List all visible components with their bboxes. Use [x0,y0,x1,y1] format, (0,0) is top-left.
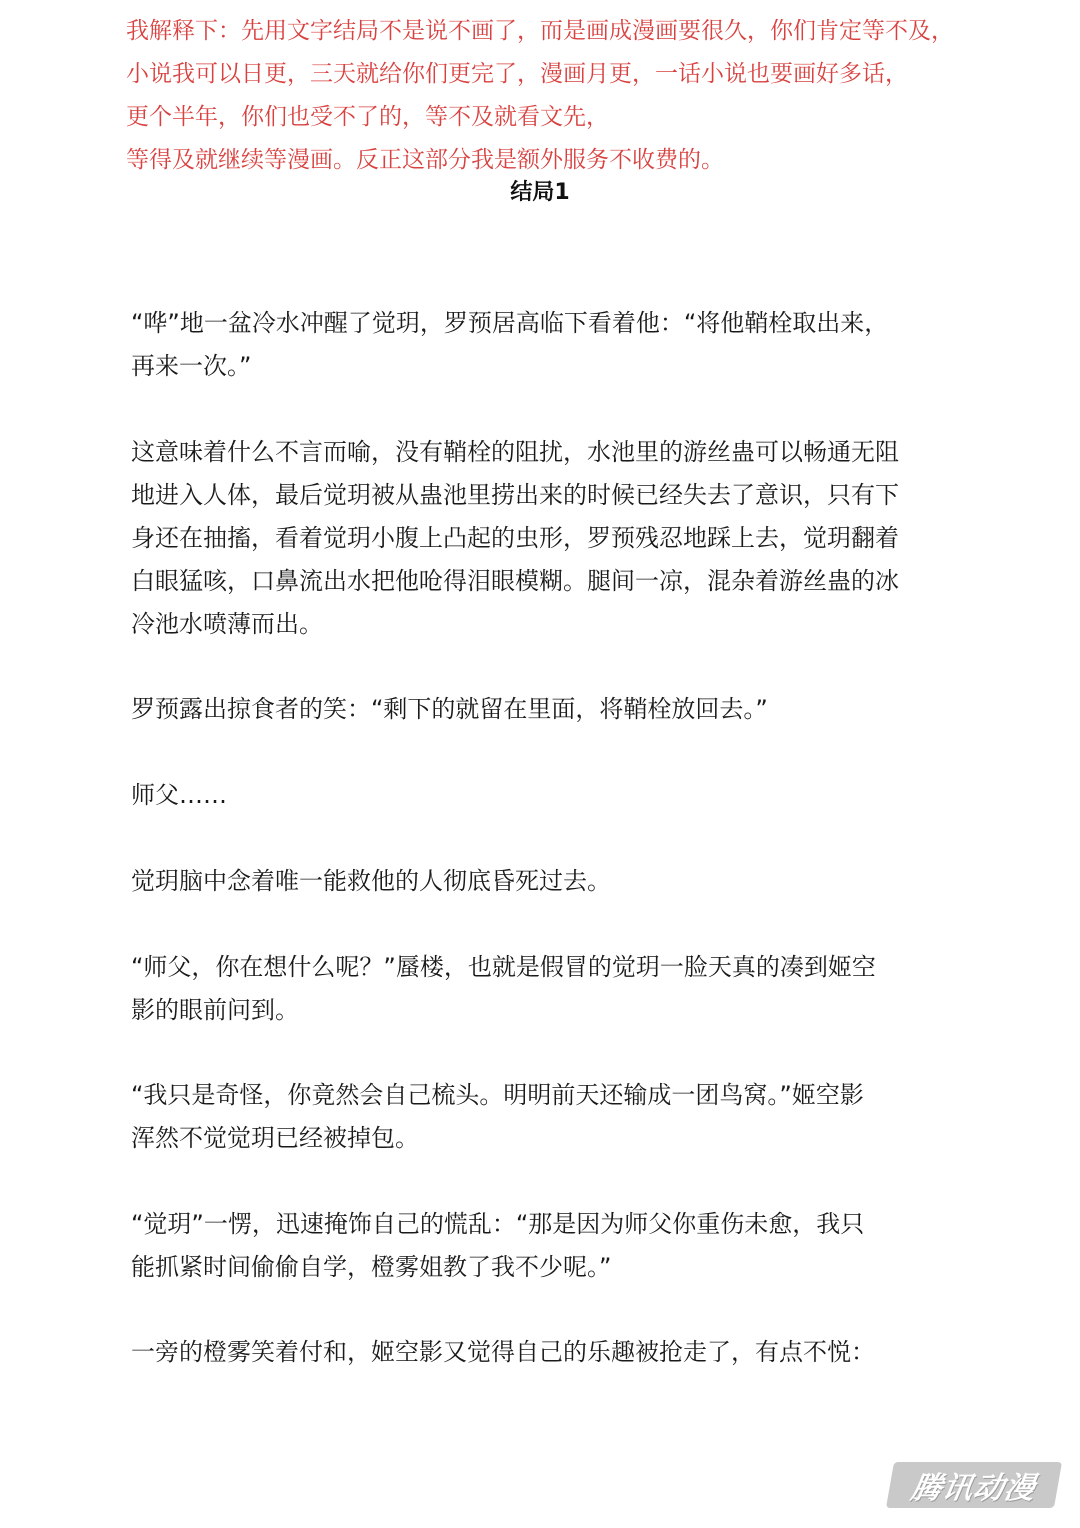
author-note-line: 小说我可以日更，三天就给你们更完了，漫画月更，一话小说也要画好多话， [126,61,908,87]
paragraph-line: 一旁的橙雾笑着付和，姬空影又觉得自己的乐趣被抢走了，有点不悦： [131,1338,875,1366]
paragraph-line: 再来一次。” [131,352,252,380]
paragraph [131,1331,961,1374]
paragraph-line: 影的眼前问到。 [131,996,299,1024]
paragraph [131,860,961,903]
paragraph-line: 师父…… [131,781,227,809]
paragraph-line: 身还在抽搐，看着觉玥小腹上凸起的虫形，罗预残忍地踩上去，觉玥翻着 [131,524,899,552]
watermark-logo [886,1462,1062,1508]
paragraph-line: “我只是奇怪，你竟然会自己梳头。明明前天还输成一团鸟窝。”姬空影 [131,1081,864,1109]
author-note [126,10,1026,182]
paragraph [131,1203,961,1289]
paragraph [131,774,961,817]
paragraph [131,302,961,388]
author-note-line: 我解释下：先用文字结局不是说不画了，而是画成漫画要很久，你们肯定等不及， [126,18,954,44]
author-note-line: 更个半年，你们也受不了的，等不及就看文先， [126,104,609,130]
paragraph-line: 浑然不觉觉玥已经被掉包。 [131,1124,419,1152]
paragraph-line: 觉玥脑中念着唯一能救他的人彻底昏死过去。 [131,867,611,895]
chapter-title: 结局1 [510,180,570,205]
paragraph [131,1074,961,1160]
paragraph-line: 冷池水喷薄而出。 [131,610,323,638]
author-note-line: 等得及就继续等漫画。反正这部分我是额外服务不收费的。 [126,147,724,173]
watermark-text: 腾讯动漫 [908,1471,1039,1506]
paragraph [131,688,961,731]
paragraph-line: 罗预露出掠食者的笑：“剩下的就留在里面，将鞘栓放回去。” [131,695,768,723]
paragraph-line: “师父，你在想什么呢？”蜃楼，也就是假冒的觉玥一脸天真的凑到姬空 [131,953,876,981]
paragraph-line: 白眼猛咳，口鼻流出水把他呛得泪眼模糊。腿间一凉，混杂着游丝蛊的冰 [131,567,899,595]
paragraph-line: 地进入人体，最后觉玥被从蛊池里捞出来的时候已经失去了意识，只有下 [131,481,899,509]
paragraph [131,946,961,1032]
paragraph-line: 能抓紧时间偷偷自学，橙雾姐教了我不少呢。” [131,1253,612,1281]
paragraph-line: “觉玥”一愣，迅速掩饰自己的慌乱：“那是因为师父你重伤未愈，我只 [131,1210,865,1238]
paragraph-line: “哗”地一盆冷水冲醒了觉玥，罗预居高临下看着他：“将他鞘栓取出来， [131,309,889,337]
paragraph [131,431,961,646]
paragraph-line: 这意味着什么不言而喻，没有鞘栓的阻扰，水池里的游丝蛊可以畅通无阻 [131,438,899,466]
